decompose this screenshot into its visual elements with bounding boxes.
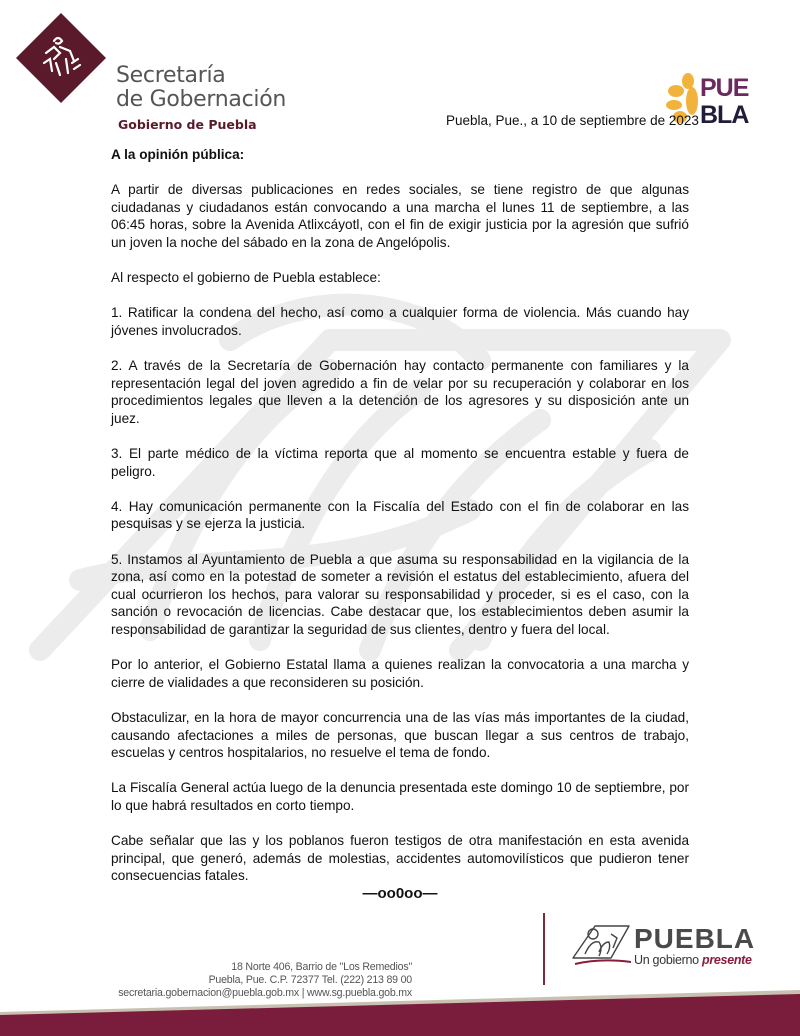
puebla-government-tagline	[634, 953, 752, 967]
paragraph: 3. El parte médico de la víctima reporta que al momento se encuentra estable y fuera de peligro.	[111, 446, 689, 479]
puebla-government-name: PUEBLA	[634, 923, 756, 954]
document-body	[111, 146, 689, 885]
gobierno-subtitle: Gobierno de Puebla	[118, 117, 257, 132]
paragraph: Cabe señalar que las y los poblanos fueron testigos de otra manifestación en esta avenida principal, que generó, además de molestias, accidentes automovilísticos que pudieron tener consecuencias fatales.	[111, 833, 689, 884]
paragraph: Obstaculizar, en la hora de mayor concurrencia una de las vías más importantes de la ciudad, causando afectaciones a miles de personas, que buscan llegar a sus centros de trabajo, escuelas y centros hospitalarios, no resuelve el tema de fondo.	[111, 710, 689, 761]
paragraph: 5. Instamos al Ayuntamiento de Puebla a que asuma su responsabilidad en la vigilancia de la zona, así como en la potestad de someter a revisión el estatus del establecimiento, afuera del cual ocurrieron los hechos, para valorar su responsabilidad y proceder, si es el caso, con la sanción o revocación de licencias. Cabe destacar que, los establecimientos deben asumir la responsabilidad de garantizar la seguridad de sus clientes, dentro y fuera del local.	[111, 551, 689, 638]
secretaria-emblem-logo	[16, 13, 106, 103]
paragraph: Por lo anterior, el Gobierno Estatal llama a quienes realizan la convocatoria a una marcha y cierre de vialidades a que reconsideren su posición.	[111, 657, 689, 690]
puebla-logo-top: PUE	[700, 74, 749, 102]
contact-line: secretaria.gobernacion@puebla.gob.mx | www.sg.puebla.gob.mx	[118, 987, 412, 999]
footer-divider	[543, 913, 545, 985]
paragraph: A partir de diversas publicaciones en redes sociales, se tiene registro de que algunas ciudadanas y ciudadanos están convocando a una marcha el lunes 11 de septiembre, a las 06:45 horas, sobre la Avenida Atlixcáyotl, con el fin de exigir justicia por la agresión que sufrió un joven la noche del sábado en la zona de Angelópolis.	[111, 182, 689, 250]
paragraph: Al respecto el gobierno de Puebla establece:	[111, 270, 381, 286]
tagline-prefix: Un gobierno	[634, 953, 702, 967]
tagline-emphasis: presente	[701, 953, 752, 967]
secretaria-title	[116, 64, 286, 112]
document-date: Puebla, Pue., a 10 de septiembre de 2023	[446, 113, 699, 128]
salutation: A la opinión pública:	[111, 147, 245, 162]
paragraph: 4. Hay comunicación permanente con la Fiscalía del Estado con el fin de colaborar en las pesquisas y se ejerza la justicia.	[111, 498, 689, 532]
paragraph: La Fiscalía General actúa luego de la denuncia presentada este domingo 10 de septiembre, por lo que habrá resultados en corto tiempo.	[111, 780, 689, 813]
footer-color-band	[0, 990, 800, 1036]
secretaria-title-line1: Secretaría	[116, 63, 226, 88]
address-line: Puebla, Pue. C.P. 72377 Tel. (222) 213 89 00	[208, 974, 412, 986]
address-line: 18 Norte 406, Barrio de "Los Remedios"	[231, 961, 412, 973]
puebla-government-emblem	[571, 920, 631, 968]
paragraph: 1. Ratificar la condena del hecho, así como a cualquier forma de violencia. Más cuando hay jóvenes involucrados.	[111, 305, 689, 338]
puebla-logo-bottom: BLA	[700, 101, 749, 125]
closing-mark: —oo0oo—	[362, 885, 438, 902]
secretaria-title-line2: de Gobernación	[116, 87, 286, 112]
paragraph: 2. A través de la Secretaría de Gobernación hay contacto permanente con familiares y la representación legal del joven agredido a fin de velar por su recuperación y colaborar en los procedimientos legales que lleven a la detención de los agresores y su disposición ante un juez.	[111, 358, 689, 426]
